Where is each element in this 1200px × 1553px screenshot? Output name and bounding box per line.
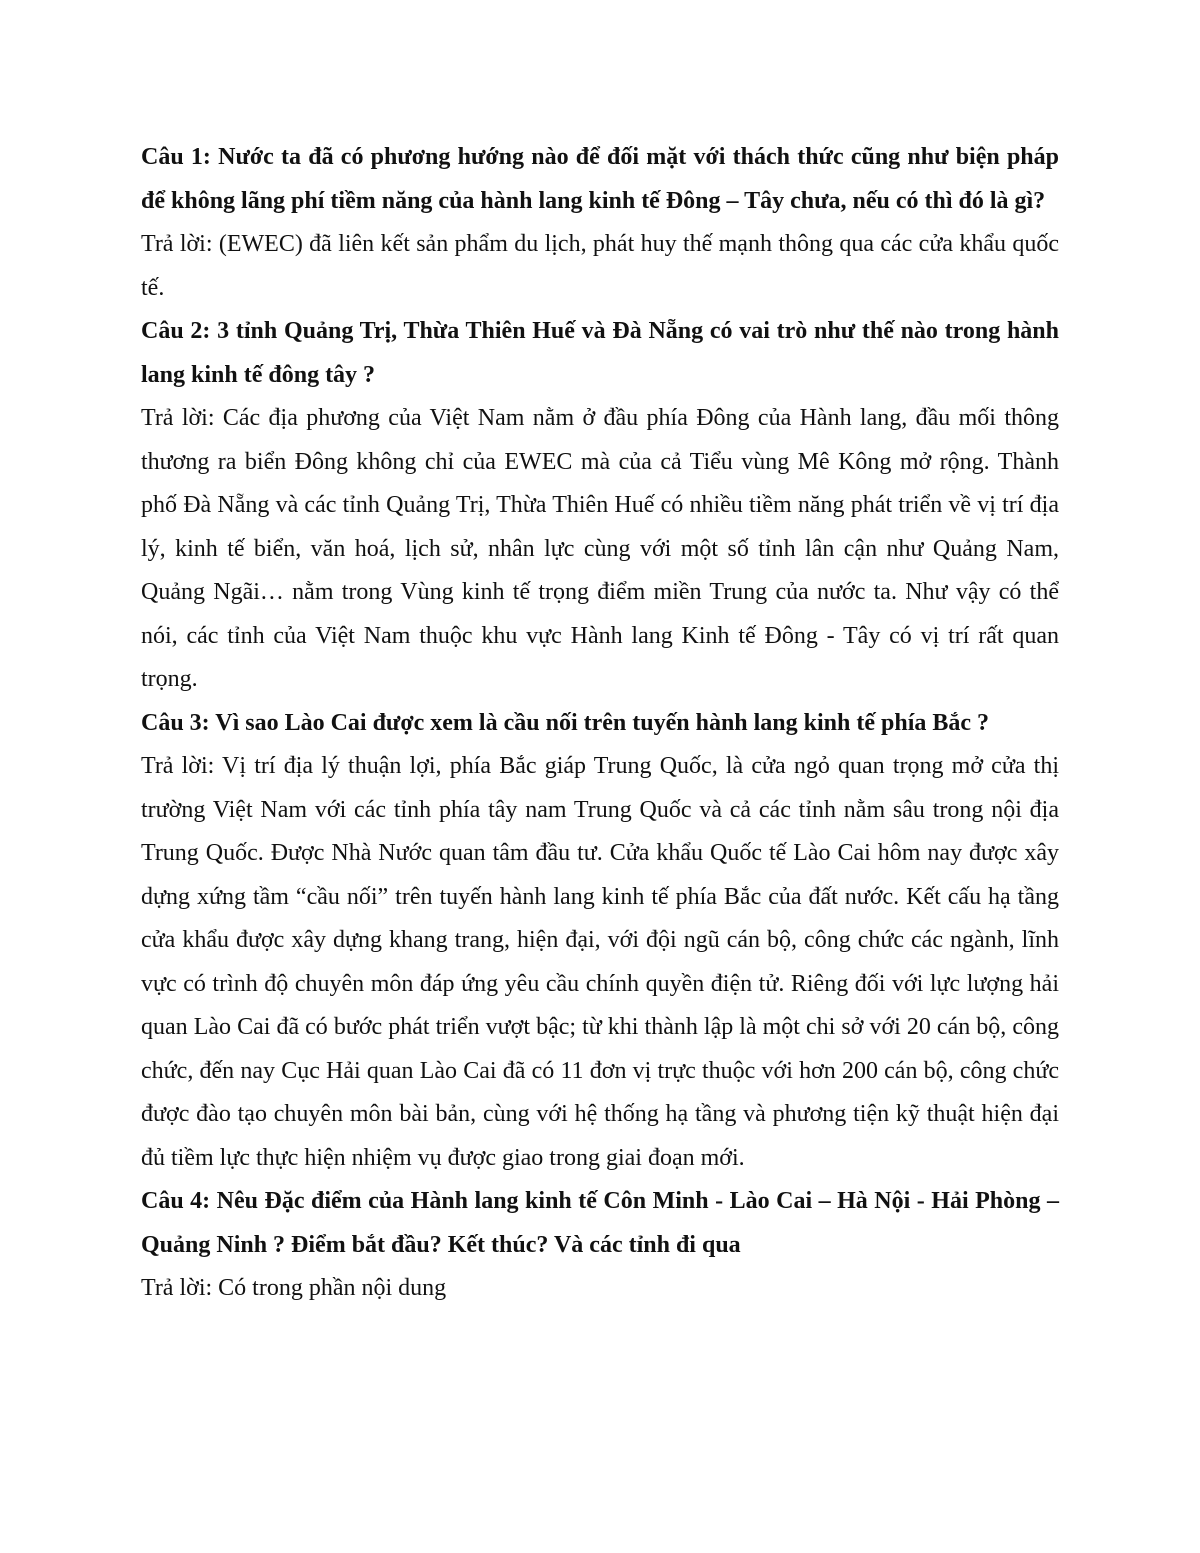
document-body xyxy=(141,136,1059,1311)
question-2: Câu 2: 3 tỉnh Quảng Trị, Thừa Thiên Huế và Đà Nẵng có vai trò như thế nào trong hành lang kinh tế đông tây ? xyxy=(141,318,1059,388)
answer-4: Trả lời: Có trong phần nội dung xyxy=(141,1275,447,1301)
answer-3: Trả lời: Vị trí địa lý thuận lợi, phía Bắc giáp Trung Quốc, là cửa ngỏ quan trọng mở cửa thị trường Việt Nam với các tỉnh phía tây nam Trung Quốc và cả các tỉnh nằm sâu trong nội địa Trung Quốc. Được Nhà Nước quan tâm đầu tư. Cửa khẩu Quốc tế Lào Cai hôm nay được xây dựng xứng tầm “cầu nối” trên tuyến hành lang kinh tế phía Bắc của đất nước. Kết cấu hạ tầng cửa khẩu được xây dựng khang trang, hiện đại, với đội ngũ cán bộ, công chức các ngành, lĩnh vực có trình độ chuyên môn đáp ứng yêu cầu chính quyền điện tử. Riêng đối với lực lượng hải quan Lào Cai đã có bước phát triển vượt bậc; từ khi thành lập là một chi sở với 20 cán bộ, công chức, đến nay Cục Hải quan Lào Cai đã có 11 đơn vị trực thuộc với hơn 200 cán bộ, công chức được đào tạo chuyên môn bài bản, cùng với hệ thống hạ tầng và phương tiện kỹ thuật hiện đại đủ tiềm lực thực hiện nhiệm vụ được giao trong giai đoạn mới. xyxy=(141,753,1059,1171)
question-3: Câu 3: Vì sao Lào Cai được xem là cầu nối trên tuyến hành lang kinh tế phía Bắc ? xyxy=(141,709,990,736)
question-1: Câu 1: Nước ta đã có phương hướng nào để đối mặt với thách thức cũng như biện pháp để không lãng phí tiềm năng của hành lang kinh tế Đông – Tây chưa, nếu có thì đó là gì? xyxy=(141,144,1059,214)
answer-2: Trả lời: Các địa phương của Việt Nam nằm ở đầu phía Đông của Hành lang, đầu mối thông thương ra biển Đông không chỉ của EWEC mà của cả Tiểu vùng Mê Kông mở rộng. Thành phố Đà Nẵng và các tỉnh Quảng Trị, Thừa Thiên Huế có nhiều tiềm năng phát triển về vị trí địa lý, kinh tế biển, văn hoá, lịch sử, nhân lực cùng với một số tỉnh lân cận như Quảng Nam, Quảng Ngãi… nằm trong Vùng kinh tế trọng điểm miền Trung của nước ta. Như vậy có thể nói, các tỉnh của Việt Nam thuộc khu vực Hành lang Kinh tế Đông - Tây có vị trí rất quan trọng. xyxy=(141,405,1059,692)
question-4: Câu 4: Nêu Đặc điểm của Hành lang kinh tế Côn Minh - Lào Cai – Hà Nội - Hải Phòng – Quảng Ninh ? Điểm bắt đầu? Kết thúc? Và các tỉnh đi qua xyxy=(141,1188,1059,1258)
answer-1: Trả lời: (EWEC) đã liên kết sản phẩm du lịch, phát huy thế mạnh thông qua các cửa khẩu quốc tế. xyxy=(141,231,1059,301)
